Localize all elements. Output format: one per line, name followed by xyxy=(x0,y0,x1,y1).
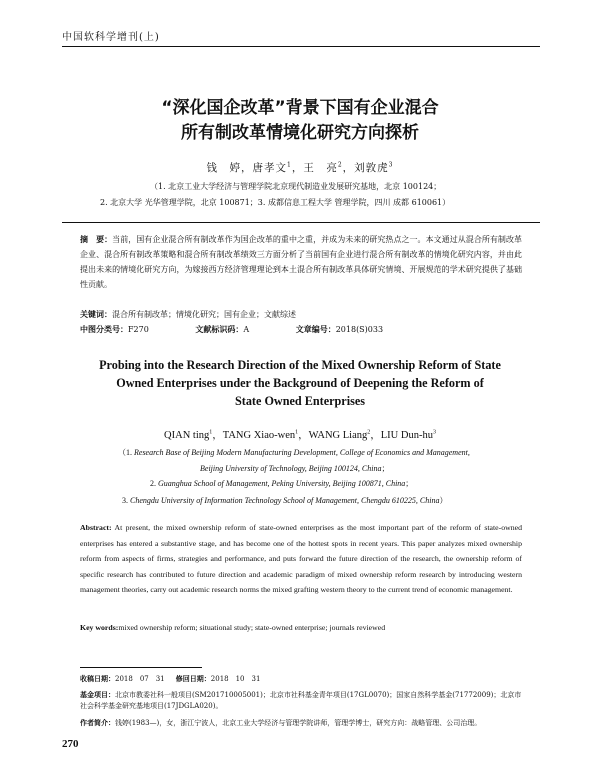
article-number-value: 2018(S)033 xyxy=(335,325,384,334)
abstract-en-label: Abstract: xyxy=(80,523,112,532)
author-bio-text: 钱婷(1983—)，女，浙江宁波人，北京工业大学经济与管理学院讲师，管理学博士，研究方向：战略管理、公司治理。 xyxy=(115,719,482,727)
author-cn-2-sup: 1 xyxy=(287,161,292,169)
affiliation-en-line-1 xyxy=(118,447,470,458)
clc-value: F270 xyxy=(128,325,149,334)
author-en-4-sup: 3 xyxy=(432,429,436,436)
affiliation-cn-line-2: 2. 北京大学 光华管理学院，北京 100871；3. 成都信息工程大学 管理学院，四川 成都 610061） xyxy=(100,198,451,207)
keywords-en-label: Key words: xyxy=(80,623,119,632)
author-cn-3: 王 亮 xyxy=(303,162,338,174)
abstract-cn-label: 摘 要： xyxy=(80,235,113,244)
classification-meta xyxy=(80,324,522,335)
keywords-cn xyxy=(80,309,522,320)
affiliation-cn-line-1: （1. 北京工业大学经济与管理学院北京现代制造业发展研究基地，北京 100124； xyxy=(150,182,442,191)
abstract-cn xyxy=(80,232,522,292)
footnote-fund xyxy=(80,690,528,712)
author-cn-2: 唐孝文 xyxy=(252,162,287,174)
abstract-en-text: At present, the mixed ownership reform of state-owned enterprises as the most important part of the reform of state-owned enterprises has entered a substantive stage, and has become one of the hottest spots in recent years. This paper analyzes mixed ownership reform from aspects of firms, strategies and performance, and puts forward the future direction of the research, the ownership reform of specific research has contributed to future direction and academic paradigm of mixed ownership reform research by introducing western management theories, carry out academic research norms the mixed grafting western theory to the current trend of economic management. xyxy=(80,523,522,595)
keywords-cn-label: 关键词： xyxy=(80,310,112,319)
footnote-author-bio xyxy=(80,718,528,729)
author-en-3: WANG Liang xyxy=(308,430,368,441)
aff-en-3-text: Guanghua School of Management, Peking University, Beijing 100871, China xyxy=(158,479,406,488)
aff-en-4-text: Chengdu University of Information Technology School of Management, Chengdu 610225, China xyxy=(130,496,440,505)
keywords-en xyxy=(80,623,522,632)
aff-en-4-end: ） xyxy=(439,496,448,505)
footnote-rule xyxy=(80,667,202,668)
author-en-3-sup: 2 xyxy=(367,429,371,436)
doc-code-value: A xyxy=(243,325,250,334)
keywords-cn-text: 混合所有制改革；情境化研究；国有企业；文献综述 xyxy=(112,310,296,319)
title-cn-line-2: 所有制改革情境化研究方向探析 xyxy=(181,123,419,143)
author-cn-4-sup: 3 xyxy=(388,161,394,169)
article-number-label: 文章编号： xyxy=(295,325,336,334)
title-en-line-2: Owned Enterprises under the Background of Deepening the Reform of xyxy=(116,376,484,390)
aff-en-3-num: 2. xyxy=(150,479,156,488)
affiliation-en-line-4 xyxy=(122,495,447,506)
author-cn-4: 刘敦虎 xyxy=(354,162,389,174)
title-en-line-1: Probing into the Research Direction of the Mixed Ownership Reform of State xyxy=(99,358,501,372)
author-en-1: QIAN ting xyxy=(164,430,210,441)
aff-en-2-text: Beijing University of Technology, Beijing 100124, China xyxy=(200,464,382,473)
affiliation-en-line-2 xyxy=(200,463,389,474)
running-header: 中国软科学增刊(上) xyxy=(62,32,160,43)
revised-label: 修回日期： xyxy=(175,675,211,683)
aff-en-1-num: （1. xyxy=(118,448,132,457)
received-label: 收稿日期： xyxy=(80,675,115,683)
abstract-cn-text: 当前，国有企业混合所有制改革作为国企改革的重中之重，并成为未来的研究热点之一。本文通过从混合所有制改革企业、混合所有制改革策略和混合所有制改革绩效三方面分析了当前国有企业进行混合所有制改革的情境化研究内容，并由此提出未来的情境化研究方向，为嫁接西方经济管理理论到本土混合所有制改革具体研究情境、开展规范的学术研究提供了基础性贡献。 xyxy=(80,235,523,289)
author-cn-3-sup: 2 xyxy=(337,161,343,169)
title-cn-line-1: “深化国企改革”背景下国有企业混合 xyxy=(161,98,439,118)
title-en-line-3: State Owned Enterprises xyxy=(235,394,365,408)
fund-label: 基金项目： xyxy=(80,691,115,699)
fund-text: 北京市教委社科一般项目(SM201710005001)；北京市社科基金青年项目(17GL0070)；国家自然科学基金(71772009)；北京市社会科学基金研究基地项目(17JDGLA020)。 xyxy=(80,691,522,710)
author-en-2-sup: 1 xyxy=(295,429,299,436)
aff-en-4-num: 3. xyxy=(122,496,128,505)
author-bio-label: 作者简介： xyxy=(80,719,115,727)
page-number: 270 xyxy=(62,738,79,750)
author-en-1-sup: 1 xyxy=(209,429,213,436)
affiliation-en-line-3 xyxy=(150,478,413,489)
clc-label: 中图分类号： xyxy=(80,325,128,334)
keywords-en-text: mixed ownership reform; situational study; state-owned enterprise; journals reviewed xyxy=(118,623,386,632)
revised-value: 2018 10 31 xyxy=(210,675,261,683)
section-rule xyxy=(62,222,540,223)
aff-en-3-end: ； xyxy=(405,479,414,488)
header-rule xyxy=(62,46,540,47)
author-en-4: LIU Dun-hu xyxy=(380,430,433,441)
doc-code-label: 文献标识码： xyxy=(195,325,244,334)
aff-en-1-text: Research Base of Beijing Modern Manufacturing Development, College of Economics and Management, xyxy=(134,448,470,457)
received-value: 2018 07 31 xyxy=(115,675,165,683)
author-en-2: TANG Xiao-wen xyxy=(222,430,296,441)
aff-en-2-end: ； xyxy=(381,464,390,473)
authors-en: QIAN ting$^1$，TANG Xiao-wen$^1$，WANG Liang$^2$，LIU Dun-$hu^3$ xyxy=(164,429,436,441)
abstract-en xyxy=(80,520,522,598)
author-cn-1: 钱 婷 xyxy=(206,162,241,174)
authors-cn: 钱 婷，唐孝文$^1$，王 亮$^2$，刘敦虎$^3$ xyxy=(206,161,394,174)
footnote-dates xyxy=(80,674,528,685)
